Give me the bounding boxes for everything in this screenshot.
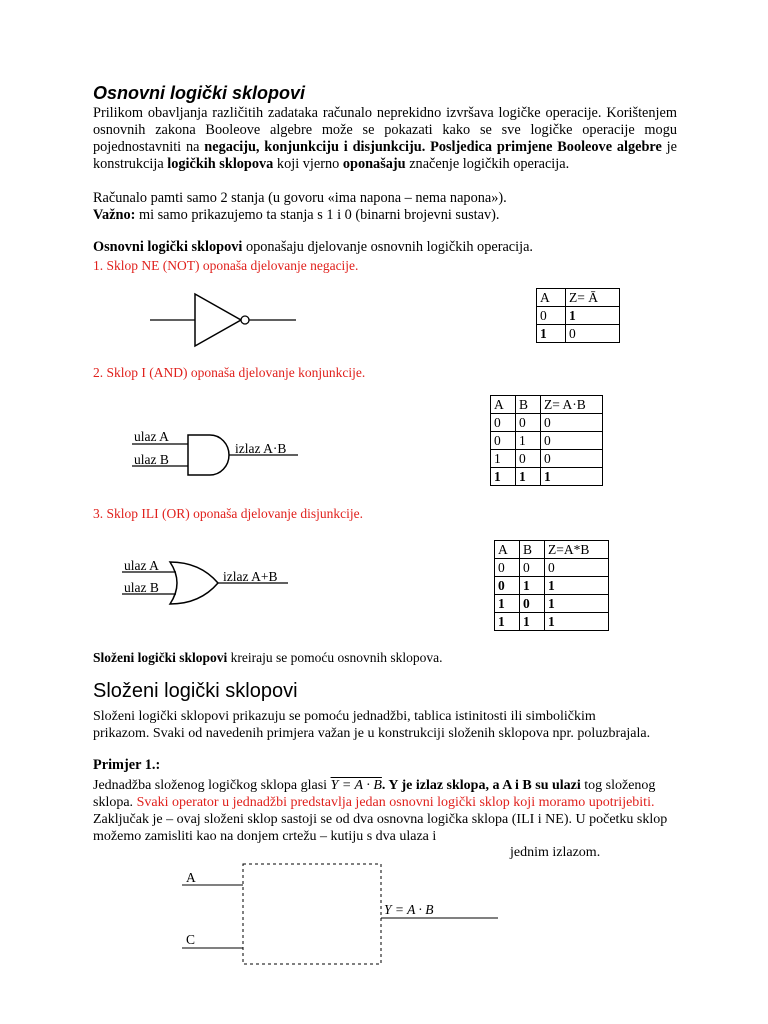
intro-paragraph — [93, 105, 677, 173]
or-truth-table — [494, 540, 609, 631]
or-gate-body — [170, 562, 218, 604]
table-cell: 1 — [566, 307, 620, 325]
section-title: Složeni logički sklopovi — [93, 680, 298, 702]
table-row — [537, 325, 620, 343]
example-label-text: Primjer 1.: — [93, 757, 161, 773]
table-row — [537, 307, 620, 325]
example-equation: Y = A · B — [330, 778, 382, 793]
table-row — [495, 577, 609, 595]
table-cell: 0 — [516, 414, 541, 432]
table-row — [491, 450, 603, 468]
intro-important — [93, 207, 677, 224]
table-header-row — [491, 396, 603, 414]
table-cell: 1 — [545, 595, 609, 613]
table-header-cell: A — [495, 541, 520, 559]
table-cell: 0 — [541, 432, 603, 450]
box-input-a-label: A — [186, 870, 196, 885]
example-red: Svaki operator u jednadžbi predstavlja jedan osnovni logički sklop koji moramo upotrijebiti. — [136, 795, 655, 810]
table-row — [491, 468, 603, 486]
and-gate-diagram — [130, 428, 300, 480]
table-cell: 0 — [541, 414, 603, 432]
box-input-c-label: C — [186, 932, 196, 947]
basic-gates-label: Osnovni logički sklopovi — [93, 239, 243, 255]
important-text: mi samo prikazujemo ta stanja s 1 i 0 (binarni brojevni sustav). — [138, 207, 500, 223]
example-text-2: tog složenog sklopa. — [93, 778, 656, 810]
table-cell: 0 — [491, 414, 516, 432]
complex-gates-note — [93, 650, 443, 666]
box-output-label: Y = A · B — [384, 902, 434, 917]
not-truth-table — [536, 288, 620, 343]
table-header-cell: Z=A*B — [545, 541, 609, 559]
and-input-a-label: ulaz A — [134, 429, 169, 444]
table-cell: 0 — [495, 559, 520, 577]
intro-bold-3: logičkih sklopova — [167, 156, 274, 172]
intro-text-mid2: koji vjerno — [276, 156, 340, 172]
table-header-cell: Z= Ā — [566, 289, 620, 307]
basic-gates-text: oponašaju djelovanje osnovnih logičkih operacija. — [245, 239, 534, 255]
table-row — [495, 613, 609, 631]
table-header-cell: B — [520, 541, 545, 559]
example-paragraph — [93, 777, 668, 845]
example-bold: . Y je izlaz sklopa, a A i B su ulazi — [381, 778, 581, 793]
table-header-cell: A — [537, 289, 566, 307]
table-row — [495, 559, 609, 577]
or-gate-diagram — [120, 556, 290, 606]
table-cell: 0 — [537, 307, 566, 325]
table-cell: 1 — [541, 468, 603, 486]
table-cell: 1 — [495, 613, 520, 631]
example-text-1: Jednadžba složenog logičkog sklopa glasi — [93, 778, 328, 793]
important-label: Važno: — [93, 207, 136, 223]
example-label — [93, 757, 677, 774]
or-input-a-label: ulaz A — [124, 558, 159, 573]
table-header-row — [537, 289, 620, 307]
and-gate-title: 2. Sklop I (AND) oponaša djelovanje konjunkcije. — [93, 365, 366, 380]
table-cell: 0 — [516, 450, 541, 468]
table-cell: 0 — [520, 559, 545, 577]
table-cell: 1 — [516, 468, 541, 486]
table-cell: 1 — [516, 432, 541, 450]
example-text-4: jednim izlazom. — [510, 845, 601, 860]
example-text-3: Zaključak je – ovaj složeni sklop sastoji se od dva osnovna logička sklopa (ILI i NE). U početku sklop možemo zamisliti kao na donjem crtežu – kutiju s dva ulaza i — [93, 812, 668, 844]
table-header-cell: Z= A·B — [541, 396, 603, 414]
not-gate-title: 1. Sklop NE (NOT) oponaša djelovanje negacije. — [93, 258, 359, 273]
table-cell: 0 — [541, 450, 603, 468]
table-row — [491, 432, 603, 450]
table-cell: 0 — [566, 325, 620, 343]
table-row — [491, 414, 603, 432]
page-title: Osnovni logički sklopovi — [93, 83, 306, 103]
table-cell: 0 — [545, 559, 609, 577]
table-cell: 1 — [545, 577, 609, 595]
intro-bold-1: negaciju, konjunkciju i disjunkciju. — [204, 139, 426, 155]
not-gate-bubble — [241, 316, 249, 324]
intro-states: Računalo pamti samo 2 stanja (u govoru «ima napona – nema napona»). — [93, 190, 507, 206]
table-cell: 1 — [537, 325, 566, 343]
complex-note-bold: Složeni logički sklopovi — [93, 650, 228, 665]
and-output-label: izlaz A·B — [235, 441, 287, 456]
intro-bold-4: oponašaju — [342, 156, 406, 172]
complex-note-text: kreiraju se pomoću osnovnih sklopova. — [230, 650, 443, 665]
and-input-b-label: ulaz B — [134, 452, 169, 467]
intro-text: Prilikom obavljanja različitih zadataka računalo neprekidno izvršava logičke operacije. Korištenjem osnovnih zakona Booleove algebre može se pokazati kako se sve logičke operacije mogu pojednostavniti na — [93, 105, 677, 155]
table-cell: 1 — [545, 613, 609, 631]
table-cell: 1 — [491, 450, 516, 468]
table-cell: 1 — [520, 577, 545, 595]
table-cell: 0 — [491, 432, 516, 450]
table-cell: 1 — [491, 468, 516, 486]
section2-intro: Složeni logički sklopovi prikazuju se pomoću jednadžbi, tablica istinitosti ili simboličkim prikazom. Svaki od navedenih primjera važan je u konstrukciji složenih sklopova npr. poluzbrajala. — [93, 709, 651, 741]
or-input-b-label: ulaz B — [124, 580, 159, 595]
intro-text-end: značenje logičkih operacija. — [409, 156, 570, 172]
table-header-cell: A — [491, 396, 516, 414]
or-gate-title: 3. Sklop ILI (OR) oponaša djelovanje disjunkcije. — [93, 506, 363, 521]
intro-bold-2: Posljedica primjene Booleove algebre — [430, 139, 662, 155]
intro-text-mid: je konstrukcija — [93, 139, 677, 172]
table-cell: 1 — [495, 595, 520, 613]
and-gate-body — [188, 435, 229, 475]
table-header-row — [495, 541, 609, 559]
black-box-outline — [243, 864, 381, 964]
table-cell: 0 — [520, 595, 545, 613]
table-cell: 1 — [520, 613, 545, 631]
not-gate-triangle — [195, 294, 241, 346]
table-row — [495, 595, 609, 613]
black-box-diagram — [180, 860, 510, 970]
table-header-cell: B — [516, 396, 541, 414]
not-gate-diagram — [148, 290, 298, 350]
basic-gates-intro — [93, 239, 677, 256]
table-cell: 0 — [495, 577, 520, 595]
and-truth-table — [490, 395, 603, 486]
or-output-label: izlaz A+B — [223, 569, 278, 584]
